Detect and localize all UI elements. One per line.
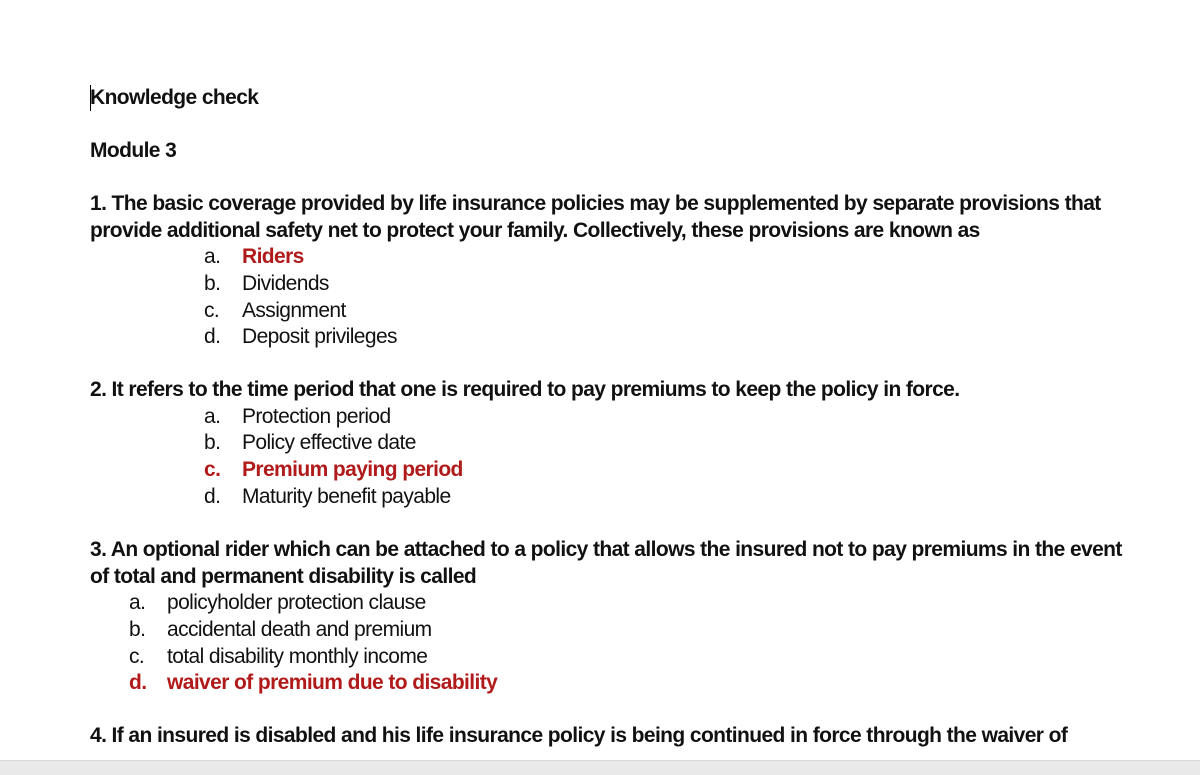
option-text: Protection period bbox=[242, 405, 391, 428]
option-text: accidental death and premium bbox=[167, 618, 432, 641]
option-letter: b. bbox=[204, 272, 221, 295]
option-letter: a. bbox=[204, 405, 221, 428]
option-letter-correct: c. bbox=[204, 458, 221, 481]
question-1-line-2: provide additional safety net to protect your family. Collectively, these provisions are known as bbox=[90, 219, 980, 242]
option-letter-correct: d. bbox=[129, 671, 147, 694]
option-text: Maturity benefit payable bbox=[242, 485, 451, 508]
question-3-line-2: of total and permanent disability is called bbox=[90, 565, 477, 588]
option-text: policyholder protection clause bbox=[167, 591, 426, 614]
option-letter: c. bbox=[129, 645, 145, 668]
module-heading: Module 3 bbox=[90, 139, 177, 162]
option-letter: c. bbox=[204, 299, 220, 322]
question-1-line-1: 1. The basic coverage provided by life insurance policies may be supplemented by separate provisions that bbox=[90, 192, 1101, 215]
option-letter: a. bbox=[129, 591, 146, 614]
option-letter: d. bbox=[204, 485, 221, 508]
option-text: Deposit privileges bbox=[242, 325, 397, 348]
option-text: Policy effective date bbox=[242, 431, 416, 454]
option-text: Dividends bbox=[242, 272, 329, 295]
option-text-correct: Riders bbox=[242, 245, 304, 268]
option-letter: b. bbox=[204, 431, 221, 454]
question-2-line-1: 2. It refers to the time period that one is required to pay premiums to keep the policy in force. bbox=[90, 378, 960, 401]
option-letter: b. bbox=[129, 618, 146, 641]
question-3-line-1: 3. An optional rider which can be attached to a policy that allows the insured not to pay premiums in the event bbox=[90, 538, 1122, 561]
window-bottom-bar bbox=[0, 760, 1200, 775]
option-text: total disability monthly income bbox=[167, 645, 428, 668]
option-text-correct: Premium paying period bbox=[242, 458, 463, 481]
option-letter: d. bbox=[204, 325, 221, 348]
option-letter: a. bbox=[204, 245, 221, 268]
question-4-line-1: 4. If an insured is disabled and his life insurance policy is being continued in force through the waiver of bbox=[90, 724, 1068, 747]
document-title: Knowledge check bbox=[90, 86, 259, 109]
option-text-correct: waiver of premium due to disability bbox=[167, 671, 498, 694]
option-text: Assignment bbox=[242, 299, 346, 322]
